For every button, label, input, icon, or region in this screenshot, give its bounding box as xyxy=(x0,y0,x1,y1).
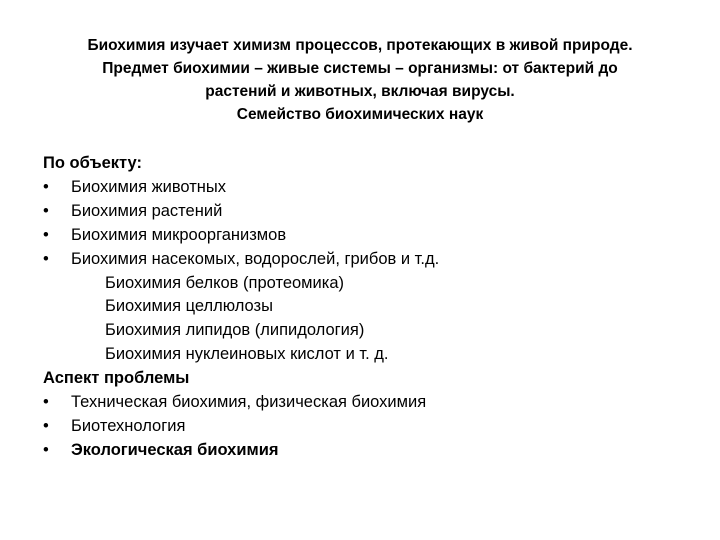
list-item-text: Биохимия животных xyxy=(71,177,227,196)
sub-item: Биохимия липидов (липидология) xyxy=(105,321,365,340)
list-item xyxy=(43,248,703,272)
bullet-icon: • xyxy=(43,177,49,196)
section-title-by-object: По объекту: xyxy=(43,154,142,172)
bullet-icon: • xyxy=(43,249,49,268)
list-item-text: Биохимия насекомых, водорослей, грибов и т.д. xyxy=(71,249,440,268)
list-item xyxy=(43,176,703,200)
list-item xyxy=(43,200,703,224)
heading-line-3: растений и животных, включая вирусы. xyxy=(205,83,515,100)
section-title-problem-aspect: Аспект проблемы xyxy=(43,369,190,388)
sub-item: Биохимия белков (протеомика) xyxy=(105,273,344,292)
slide-body xyxy=(43,152,703,463)
sub-item: Биохимия целлюлозы xyxy=(105,297,273,316)
list-item-text: Биохимия микроорганизмов xyxy=(71,225,287,244)
bullet-icon: • xyxy=(43,416,49,435)
heading-line-2: Предмет биохимии – живые системы – организмы: от бактерий до xyxy=(102,60,618,77)
heading-line-4: Семейство биохимических наук xyxy=(236,106,484,123)
list-item xyxy=(43,439,703,463)
sub-item: Биохимия нуклеиновых кислот и т. д. xyxy=(105,345,389,364)
list-item-text: Экологическая биохимия xyxy=(71,440,279,459)
slide-heading xyxy=(20,34,700,126)
list-item-text: Техническая биохимия, физическая биохимия xyxy=(71,393,427,412)
list-item xyxy=(43,415,703,439)
bullet-icon: • xyxy=(43,393,49,412)
bullet-icon: • xyxy=(43,225,49,244)
list-item xyxy=(43,224,703,248)
list-item-text: Биотехнология xyxy=(71,416,186,435)
list-item xyxy=(43,391,703,415)
bullet-icon: • xyxy=(43,440,49,459)
bullet-icon: • xyxy=(43,201,49,220)
list-item-text: Биохимия растений xyxy=(71,201,223,220)
heading-line-1: Биохимия изучает химизм процессов, протекающих в живой природе. xyxy=(87,37,633,54)
